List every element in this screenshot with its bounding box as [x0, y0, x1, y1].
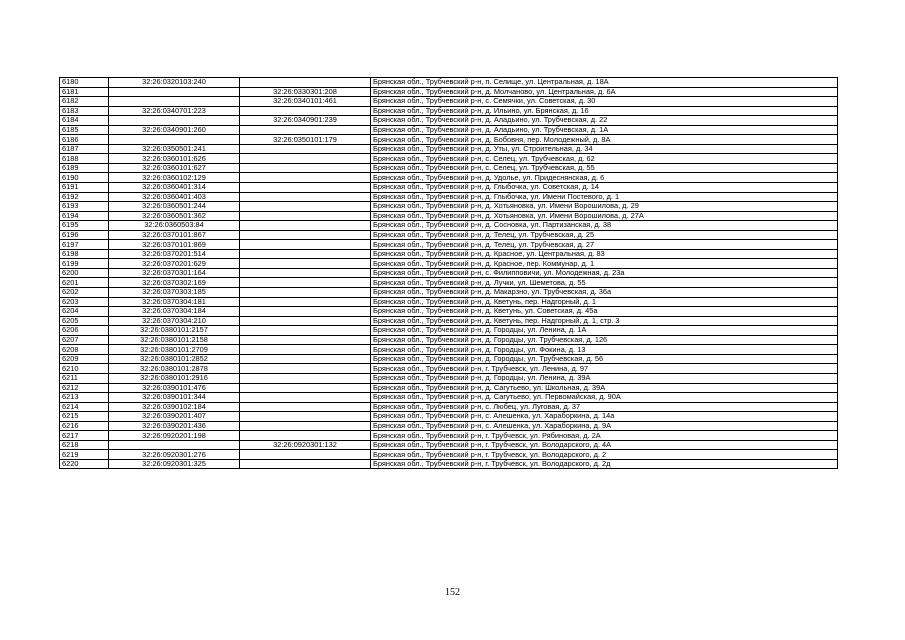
cadastral-number-alt-cell: [240, 326, 371, 336]
address-cell: Брянская обл., Трубчевский р-н, д. Красное, ул. Центральная, д. 83: [371, 249, 838, 259]
table-row: [60, 192, 838, 202]
table-row: [60, 144, 838, 154]
cadastral-number-cell: 32:26:0360101:627: [109, 163, 240, 173]
table-row: [60, 173, 838, 183]
cadastral-number-cell: 32:26:0380101:2916: [109, 373, 240, 383]
row-number: 6218: [60, 440, 109, 450]
table-row: [60, 431, 838, 441]
row-number: 6220: [60, 459, 109, 469]
address-cell: Брянская обл., Трубчевский р-н, д. Глыбочка, ул. Имени Постевого, д. 1: [371, 192, 838, 202]
cadastral-number-cell: [109, 116, 240, 126]
row-number: 6217: [60, 431, 109, 441]
address-cell: Брянская обл., Трубчевский р-н, д. Городцы, ул. Ленина, д. 39А: [371, 373, 838, 383]
row-number: 6192: [60, 192, 109, 202]
row-number: 6182: [60, 97, 109, 107]
table-row: [60, 259, 838, 269]
cadastral-number-cell: 32:26:0350501:241: [109, 144, 240, 154]
cadastral-number-alt-cell: [240, 288, 371, 298]
address-cell: Брянская обл., Трубчевский р-н, д. Городцы, ул. Фокина, д. 13: [371, 345, 838, 355]
cadastral-number-cell: 32:26:0370304:184: [109, 307, 240, 317]
cadastral-number-alt-cell: [240, 402, 371, 412]
address-cell: Брянская обл., Трубчевский р-н, с. Любец, ул. Луговая, д. 37: [371, 402, 838, 412]
address-cell: Брянская обл., Трубчевский р-н, д. Городцы, ул. Трубчевская, д. 56: [371, 354, 838, 364]
cadastral-number-alt-cell: [240, 412, 371, 422]
address-cell: Брянская обл., Трубчевский р-н, д. Кветунь, пер. Надгорный, д. 1, стр. 3: [371, 316, 838, 326]
table-row: [60, 459, 838, 469]
address-cell: Брянская обл., Трубчевский р-н, д. Телец, ул. Трубчевская, д. 25: [371, 230, 838, 240]
cadastral-number-cell: 32:26:0360401:314: [109, 183, 240, 193]
address-cell: Брянская обл., Трубчевский р-н, д. Красное, пер. Коммунар, д. 1: [371, 259, 838, 269]
address-cell: Брянская обл., Трубчевский р-н, д. Хотьяновка, ул. Имени Ворошилова, д. 27А: [371, 211, 838, 221]
cadastral-number-cell: 32:26:0370304:210: [109, 316, 240, 326]
row-number: 6191: [60, 183, 109, 193]
table-row: [60, 211, 838, 221]
cadastral-number-cell: 32:26:0920301:325: [109, 459, 240, 469]
row-number: 6215: [60, 412, 109, 422]
cadastral-number-cell: 32:26:0370302:169: [109, 278, 240, 288]
table-row: [60, 440, 838, 450]
cadastral-number-alt-cell: [240, 192, 371, 202]
row-number: 6206: [60, 326, 109, 336]
address-cell: Брянская обл., Трубчевский р-н, д. Бобовня, пер. Молодежный, д. 8А: [371, 135, 838, 145]
cadastral-number-alt-cell: [240, 154, 371, 164]
table-row: [60, 421, 838, 431]
cadastral-number-alt-cell: [240, 354, 371, 364]
table-row: [60, 240, 838, 250]
address-cell: Брянская обл., Трубчевский р-н, д. Глыбочка, ул. Советская, д. 14: [371, 183, 838, 193]
cadastral-number-alt-cell: [240, 249, 371, 259]
cadastral-number-alt-cell: 32:26:0340901:239: [240, 116, 371, 126]
table-row: [60, 202, 838, 212]
row-number: 6210: [60, 364, 109, 374]
row-number: 6189: [60, 163, 109, 173]
address-cell: Брянская обл., Трубчевский р-н, д. Городцы, ул. Трубчевская, д. 126: [371, 335, 838, 345]
address-cell: Брянская обл., Трубчевский р-н, п. Селище, ул. Центральная, д. 18А: [371, 78, 838, 88]
row-number: 6193: [60, 202, 109, 212]
cadastral-number-cell: 32:26:0380101:2852: [109, 354, 240, 364]
table-row: [60, 326, 838, 336]
address-cell: Брянская обл., Трубчевский р-н, г. Трубчевск, ул. Володарского, д. 4А: [371, 440, 838, 450]
cadastral-number-cell: 32:26:0370303:185: [109, 288, 240, 298]
table-row: [60, 154, 838, 164]
address-cell: Брянская обл., Трубчевский р-н, г. Трубчевск, ул. Рябиновая, д. 2А: [371, 431, 838, 441]
table-row: [60, 364, 838, 374]
cadastral-number-cell: 32:26:0370201:629: [109, 259, 240, 269]
address-cell: Брянская обл., Трубчевский р-н, г. Трубчевск, ул. Ленина, д. 97: [371, 364, 838, 374]
cadastral-number-alt-cell: [240, 202, 371, 212]
cadastral-number-cell: 32:26:0340701:223: [109, 106, 240, 116]
cadastral-number-cell: 32:26:0390201:436: [109, 421, 240, 431]
cadastral-number-alt-cell: 32:26:0340101:461: [240, 97, 371, 107]
row-number: 6190: [60, 173, 109, 183]
row-number: 6216: [60, 421, 109, 431]
cadastral-number-alt-cell: [240, 78, 371, 88]
row-number: 6219: [60, 450, 109, 460]
address-cell: Брянская обл., Трубчевский р-н, с. Филипповичи, ул. Молодежная, д. 23а: [371, 268, 838, 278]
cadastral-number-alt-cell: [240, 307, 371, 317]
cadastral-number-alt-cell: [240, 106, 371, 116]
cadastral-number-cell: 32:26:0920301:276: [109, 450, 240, 460]
address-cell: Брянская обл., Трубчевский р-н, д. Телец, ул. Трубчевская, д. 27: [371, 240, 838, 250]
address-cell: Брянская обл., Трубчевский р-н, с. Алешенка, ул. Хараборкина, д. 14а: [371, 412, 838, 422]
address-cell: Брянская обл., Трубчевский р-н, д. Аладьино, ул. Трубчевская, д. 1А: [371, 125, 838, 135]
table-row: [60, 249, 838, 259]
cadastral-number-alt-cell: [240, 383, 371, 393]
table-row: [60, 278, 838, 288]
cadastral-number-alt-cell: [240, 173, 371, 183]
cadastral-number-alt-cell: [240, 268, 371, 278]
cadastral-number-cell: 32:26:0370304:181: [109, 297, 240, 307]
cadastral-number-alt-cell: [240, 459, 371, 469]
table-row: [60, 183, 838, 193]
table-row: [60, 393, 838, 403]
cadastral-number-alt-cell: [240, 125, 371, 135]
row-number: 6199: [60, 259, 109, 269]
table-row: [60, 402, 838, 412]
cadastral-number-cell: 32:26:0340901:260: [109, 125, 240, 135]
address-cell: Брянская обл., Трубчевский р-н, д. Удолье, ул. Придеснянская, д. 6: [371, 173, 838, 183]
row-number: 6188: [60, 154, 109, 164]
cadastral-number-cell: 32:26:0390101:476: [109, 383, 240, 393]
address-cell: Брянская обл., Трубчевский р-н, д. Городцы, ул. Ленина, д. 1А: [371, 326, 838, 336]
table-row: [60, 345, 838, 355]
cadastral-number-cell: [109, 87, 240, 97]
cadastral-number-alt-cell: [240, 335, 371, 345]
row-number: 6197: [60, 240, 109, 250]
address-cell: Брянская обл., Трубчевский р-н, д. Сагутьево, ул. Школьная, д. 39А: [371, 383, 838, 393]
cadastral-number-cell: 32:26:0370101:867: [109, 230, 240, 240]
table-row: [60, 412, 838, 422]
cadastral-number-cell: 32:26:0390102:184: [109, 402, 240, 412]
table-row: [60, 288, 838, 298]
table-row: [60, 230, 838, 240]
cadastral-number-cell: [109, 135, 240, 145]
row-number: 6195: [60, 221, 109, 231]
cadastral-number-alt-cell: 32:26:0330301:208: [240, 87, 371, 97]
row-number: 6185: [60, 125, 109, 135]
cadastral-number-cell: 32:26:0360501:244: [109, 202, 240, 212]
row-number: 6198: [60, 249, 109, 259]
cadastral-number-cell: 32:26:0370301:164: [109, 268, 240, 278]
row-number: 6208: [60, 345, 109, 355]
address-cell: Брянская обл., Трубчевский р-н, д. Кветунь, пер. Надгорный, д. 1: [371, 297, 838, 307]
cadastral-number-cell: 32:26:0920201:198: [109, 431, 240, 441]
table-row: [60, 268, 838, 278]
registry-table-body: [60, 78, 838, 469]
row-number: 6181: [60, 87, 109, 97]
table-row: [60, 373, 838, 383]
cadastral-number-alt-cell: [240, 450, 371, 460]
table-row: [60, 297, 838, 307]
table-row: [60, 221, 838, 231]
table-row: [60, 106, 838, 116]
address-cell: Брянская обл., Трубчевский р-н, д. Аладьино, ул. Трубчевская, д. 22: [371, 116, 838, 126]
row-number: 6187: [60, 144, 109, 154]
cadastral-number-alt-cell: [240, 393, 371, 403]
address-cell: Брянская обл., Трубчевский р-н, д. Сосновка, ул. Партизанская, д. 38: [371, 221, 838, 231]
row-number: 6200: [60, 268, 109, 278]
cadastral-number-cell: [109, 440, 240, 450]
address-cell: Брянская обл., Трубчевский р-н, г. Трубчевск, ул. Володарского, д. 2: [371, 450, 838, 460]
row-number: 6204: [60, 307, 109, 317]
table-row: [60, 163, 838, 173]
address-cell: Брянская обл., Трубчевский р-н, д. Уты, ул. Строительная, д. 34: [371, 144, 838, 154]
cadastral-number-cell: 32:26:0360101:626: [109, 154, 240, 164]
row-number: 6180: [60, 78, 109, 88]
cadastral-number-alt-cell: 32:26:0350101:179: [240, 135, 371, 145]
row-number: 6202: [60, 288, 109, 298]
cadastral-number-alt-cell: [240, 345, 371, 355]
table-row: [60, 135, 838, 145]
address-cell: Брянская обл., Трубчевский р-н, д. Сагутьево, ул. Первомайская, д. 90А: [371, 393, 838, 403]
cadastral-number-alt-cell: [240, 259, 371, 269]
cadastral-number-alt-cell: 32:26:0920301:132: [240, 440, 371, 450]
table-row: [60, 335, 838, 345]
cadastral-number-cell: 32:26:0360501:362: [109, 211, 240, 221]
address-cell: Брянская обл., Трубчевский р-н, д. Ильино, ул. Брянская, д. 16: [371, 106, 838, 116]
row-number: 6196: [60, 230, 109, 240]
cadastral-number-alt-cell: [240, 297, 371, 307]
row-number: 6212: [60, 383, 109, 393]
table-row: [60, 116, 838, 126]
row-number: 6183: [60, 106, 109, 116]
cadastral-number-cell: 32:26:0380101:2709: [109, 345, 240, 355]
cadastral-number-alt-cell: [240, 364, 371, 374]
address-cell: Брянская обл., Трубчевский р-н, д. Хотьяновка, ул. Имени Ворошилова, д. 29: [371, 202, 838, 212]
row-number: 6213: [60, 393, 109, 403]
cadastral-number-alt-cell: [240, 183, 371, 193]
cadastral-number-cell: 32:26:0360401:403: [109, 192, 240, 202]
cadastral-number-alt-cell: [240, 221, 371, 231]
cadastral-number-alt-cell: [240, 421, 371, 431]
table-row: [60, 97, 838, 107]
cadastral-number-alt-cell: [240, 230, 371, 240]
cadastral-number-alt-cell: [240, 278, 371, 288]
row-number: 6203: [60, 297, 109, 307]
row-number: 6211: [60, 373, 109, 383]
row-number: 6205: [60, 316, 109, 326]
cadastral-number-alt-cell: [240, 163, 371, 173]
address-cell: Брянская обл., Трубчевский р-н, д. Кветунь, ул. Советская, д. 45а: [371, 307, 838, 317]
page-number: 152: [445, 587, 460, 598]
cadastral-number-alt-cell: [240, 316, 371, 326]
cadastral-number-cell: 32:26:0360503:84: [109, 221, 240, 231]
address-cell: Брянская обл., Трубчевский р-н, г. Трубчевск, ул. Володарского, д. 2д: [371, 459, 838, 469]
row-number: 6207: [60, 335, 109, 345]
address-cell: Брянская обл., Трубчевский р-н, с. Семячки, ул. Советская, д. 30: [371, 97, 838, 107]
row-number: 6194: [60, 211, 109, 221]
address-cell: Брянская обл., Трубчевский р-н, д. Лучки, ул. Шеметова, д. 55: [371, 278, 838, 288]
cadastral-number-cell: 32:26:0390201:407: [109, 412, 240, 422]
row-number: 6201: [60, 278, 109, 288]
cadastral-number-cell: 32:26:0380101:2157: [109, 326, 240, 336]
cadastral-number-cell: [109, 97, 240, 107]
cadastral-number-cell: 32:26:0360102:129: [109, 173, 240, 183]
address-cell: Брянская обл., Трубчевский р-н, д. Молчаново, ул. Центральная, д. 6А: [371, 87, 838, 97]
registry-table: [59, 77, 838, 469]
table-row: [60, 307, 838, 317]
cadastral-number-alt-cell: [240, 240, 371, 250]
address-cell: Брянская обл., Трубчевский р-н, д. Макарзно, ул. Трубчевская, д. 36а: [371, 288, 838, 298]
cadastral-number-cell: 32:26:0370201:514: [109, 249, 240, 259]
table-row: [60, 316, 838, 326]
cadastral-number-cell: 32:26:0320103:240: [109, 78, 240, 88]
table-row: [60, 125, 838, 135]
cadastral-number-cell: 32:26:0380101:2878: [109, 364, 240, 374]
table-row: [60, 450, 838, 460]
table-row: [60, 383, 838, 393]
table-row: [60, 78, 838, 88]
row-number: 6214: [60, 402, 109, 412]
cadastral-number-cell: 32:26:0370101:869: [109, 240, 240, 250]
table-row: [60, 354, 838, 364]
cadastral-number-alt-cell: [240, 373, 371, 383]
table-row: [60, 87, 838, 97]
cadastral-number-cell: 32:26:0390101:344: [109, 393, 240, 403]
cadastral-number-alt-cell: [240, 431, 371, 441]
row-number: 6209: [60, 354, 109, 364]
row-number: 6186: [60, 135, 109, 145]
address-cell: Брянская обл., Трубчевский р-н, с. Селец, ул. Трубчевская, д. 62: [371, 154, 838, 164]
cadastral-number-cell: 32:26:0380101:2158: [109, 335, 240, 345]
address-cell: Брянская обл., Трубчевский р-н, с. Алешенка, ул. Хараборкина, д. 9А: [371, 421, 838, 431]
cadastral-number-alt-cell: [240, 211, 371, 221]
cadastral-number-alt-cell: [240, 144, 371, 154]
row-number: 6184: [60, 116, 109, 126]
address-cell: Брянская обл., Трубчевский р-н, с. Селец, ул. Трубчевская, д. 55: [371, 163, 838, 173]
